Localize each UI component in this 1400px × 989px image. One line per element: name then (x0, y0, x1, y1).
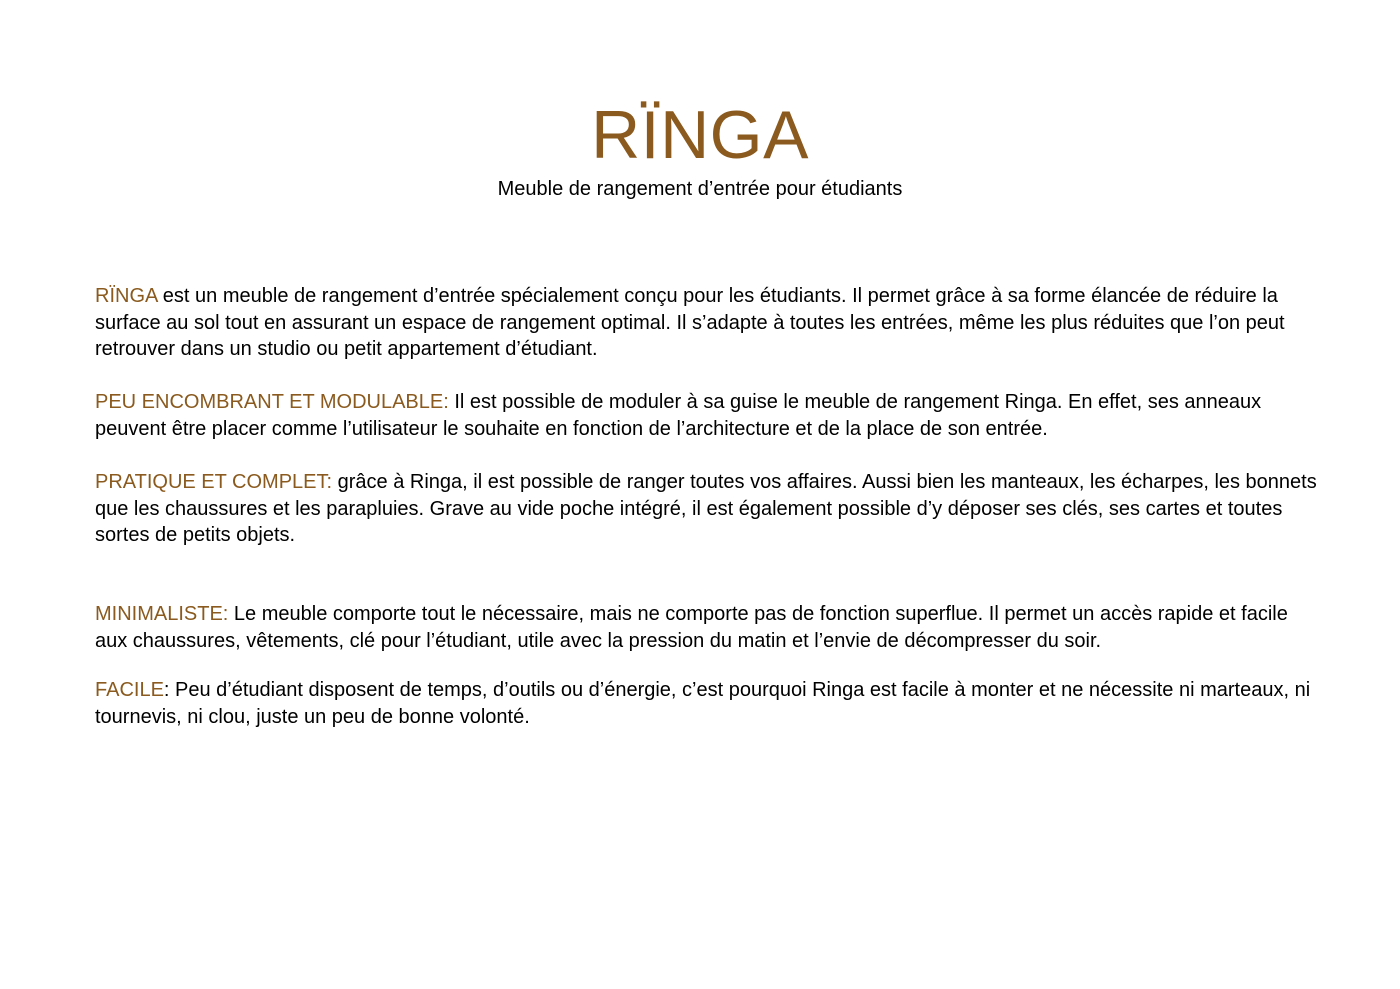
paragraph-text: est un meuble de rangement d’entrée spécialement conçu pour les étudiants. Il permet grâce à sa forme élancée de réduire la surface au sol tout en assurant un espace de rangement optimal. Il s’adapte à toutes les entrées, même les plus réduites que l’on peut retrouver dans un studio ou petit appartement d’étudiant. (95, 285, 1285, 360)
paragraph-lead: PEU ENCOMBRANT ET MODULABLE: (95, 391, 449, 413)
paragraph-minimaliste (95, 601, 1320, 654)
paragraph-text: Le meuble comporte tout le nécessaire, mais ne comporte pas de fonction superflue. Il permet un accès rapide et facile aux chaussures, vêtements, clé pour l’étudiant, utile avec la pression du matin et l’envie de décompresser du soir. (95, 603, 1288, 652)
paragraph-pratique (95, 469, 1320, 549)
paragraph-lead: RÏNGA (95, 285, 158, 307)
paragraph-text: : Peu d’étudiant disposent de temps, d’outils ou d’énergie, c’est pourquoi Ringa est facile à monter et ne nécessite ni marteaux, ni tournevis, ni clou, juste un peu de bonne volonté. (95, 679, 1311, 728)
paragraph-lead: PRATIQUE ET COMPLET: (95, 471, 333, 493)
paragraph-intro (95, 283, 1320, 363)
page-subtitle: Meuble de rangement d’entrée pour étudiants (497, 178, 903, 200)
paragraph-lead: MINIMALISTE: (95, 603, 229, 625)
paragraph-text: Il est possible de moduler à sa guise le meuble de rangement Ringa. En effet, ses anneaux peuvent être placer comme l’utilisateur le souhaite en fonction de l’architecture et de la place de son entrée. (95, 391, 1262, 440)
paragraph-modulable (95, 389, 1320, 442)
paragraph-text: grâce à Ringa, il est possible de ranger toutes vos affaires. Aussi bien les manteaux, les écharpes, les bonnets que les chaussures et les parapluies. Grave au vide poche intégré, il est également possible d’y déposer ses clés, ses cartes et toutes sortes de petits objets. (95, 471, 1317, 546)
paragraph-facile (95, 677, 1320, 730)
page-title: RÏNGA (591, 97, 809, 173)
paragraph-lead: FACILE (95, 679, 164, 701)
